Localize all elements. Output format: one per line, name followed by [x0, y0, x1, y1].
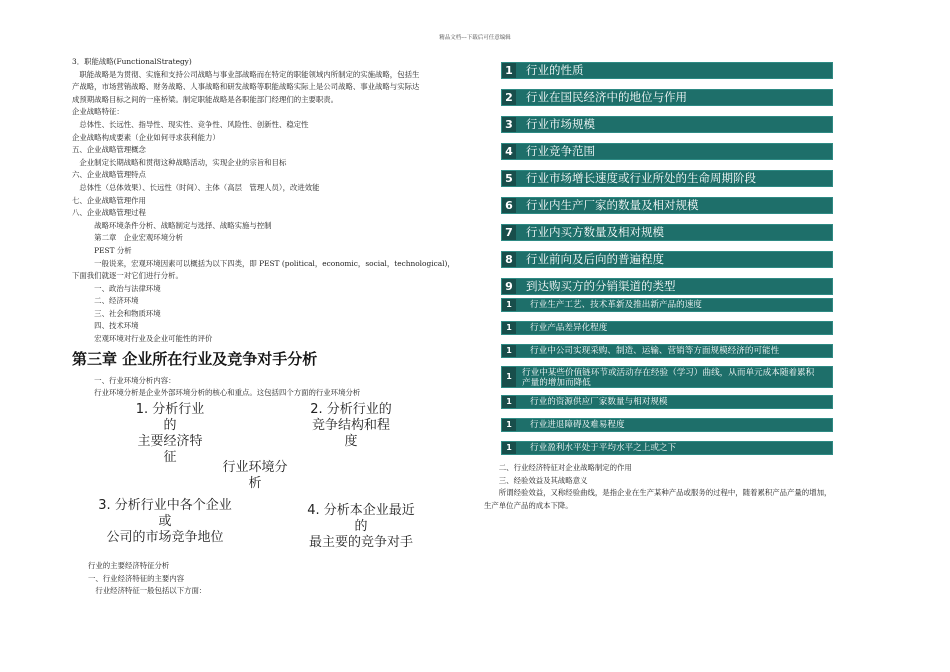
- feature-bar-small: [501, 441, 833, 455]
- left-line-8: 企业制定长期战略和贯彻这种战略活动，实现企业的宗旨和目标: [72, 157, 287, 167]
- feature-label: 行业中公司实现采购、制造、运输、营销等方面规模经济的可能性: [530, 346, 780, 356]
- right-line-3: 生产单位产品的成本下降。: [484, 500, 573, 510]
- diagram-item-2-line: 度: [344, 434, 358, 449]
- feature-bar-small: [501, 395, 833, 409]
- left-column: [72, 56, 472, 400]
- feature-bar: [501, 62, 833, 79]
- left-line-2: 产战略，市场营销战略、财务战略、人事战略和研发战略等职能战略实际上是公司战略、事业战略与实际达: [72, 82, 420, 92]
- left-line-4: 企业战略特征：: [72, 107, 124, 117]
- feature-number: 1: [502, 322, 516, 334]
- diagram-center: [205, 460, 305, 492]
- feature-label: 行业前向及后向的普遍程度: [526, 252, 664, 266]
- diagram-center-line: 析: [248, 476, 262, 491]
- bottom-line-0: 行业的主要经济特征分析: [88, 561, 170, 570]
- diagram-item-3-line: 或: [158, 514, 172, 529]
- intro-line-0: 一、行业环境分析内容：: [72, 375, 176, 385]
- feature-bar-small: [501, 366, 833, 388]
- economic-features-section: [88, 560, 448, 598]
- left-line-3: 成预期战略目标之间的一座桥梁。制定职能战略是各职能部门经理们的主要职责。: [72, 94, 339, 104]
- left-line-6: 企业战略构成要素（企业如何寻求获利能力）: [72, 132, 220, 142]
- feature-label: 行业市场增长速度或行业所处的生命周期阶段: [526, 171, 756, 185]
- feature-label: 到达购买方的分销渠道的类型: [526, 279, 676, 293]
- feature-bar-small: [501, 344, 833, 358]
- diagram-item-4: [296, 503, 426, 551]
- feature-number: 1: [502, 367, 516, 387]
- feature-number: 1: [502, 396, 516, 408]
- feature-number: 3: [502, 117, 516, 132]
- left-line-22: 宏观环境对行业及企业可能性的评价: [72, 334, 213, 344]
- diagram-item-3-line: 公司的市场竞争地位: [106, 530, 224, 545]
- diagram-item-2: [296, 402, 406, 450]
- left-line-15: PEST 分析: [72, 245, 132, 255]
- feature-bar: [501, 170, 833, 187]
- feature-bar: [501, 224, 833, 241]
- feature-number: 1: [502, 63, 516, 78]
- feature-number: 1: [502, 419, 516, 431]
- diagram-item-4-line: 4. 分析本企业最近: [307, 503, 415, 518]
- left-text-block: [72, 56, 472, 346]
- industry-analysis-intro: [72, 375, 472, 400]
- feature-number: 8: [502, 252, 516, 267]
- diagram-item-2-line: 2. 分析行业的: [310, 402, 392, 417]
- left-line-0: 3．职能战略(FunctionalStrategy): [72, 57, 192, 66]
- feature-bar: [501, 89, 833, 106]
- left-line-19: 二、经济环境: [72, 296, 139, 306]
- feature-label: 行业盈利水平处于平均水平之上或之下: [530, 443, 677, 453]
- chapter-title: 第三章 企业所在行业及竞争对手分析: [72, 349, 318, 368]
- bottom-line-1: 一、行业经济特征的主要内容: [88, 573, 185, 583]
- feature-bar-small: [501, 298, 833, 312]
- left-line-5: 总体性、长远性、指导性、现实性、竞争性、风险性、创新性、稳定性: [72, 119, 309, 129]
- feature-number: 4: [502, 144, 516, 159]
- feature-bar-small: [501, 418, 833, 432]
- left-line-12: 八、企业战略管理过程: [72, 208, 146, 218]
- feature-bar-small: [501, 321, 833, 335]
- bottom-line-2: 行业经济特征一般包括以下方面：: [88, 586, 207, 596]
- feature-number: 7: [502, 225, 516, 240]
- diagram-item-4-line: 的: [354, 519, 368, 534]
- left-line-20: 三、社会和物质环境: [72, 308, 161, 318]
- feature-label: 行业市场规模: [526, 117, 595, 131]
- feature-number: 1: [502, 345, 516, 357]
- feature-label: 行业进退障碍及难易程度: [530, 420, 625, 430]
- left-line-14: 第二章 企业宏观环境分析: [72, 233, 183, 243]
- feature-label: 行业中某些价值链环节或活动存在经验（学习）曲线，从而单元成本随着累积产量的增加而降低: [522, 368, 815, 388]
- feature-label: 行业在国民经济中的地位与作用: [526, 90, 687, 104]
- feature-number: 1: [502, 299, 516, 311]
- feature-number: 2: [502, 90, 516, 105]
- diagram-item-2-line: 竞争结构和程: [311, 418, 390, 433]
- right-line-1: 三、经验效益及其战略意义: [484, 475, 588, 485]
- feature-bar: [501, 197, 833, 214]
- diagram-item-1-line: 的: [163, 418, 177, 433]
- diagram-item-4-line: 最主要的竞争对手: [308, 535, 413, 550]
- left-line-1: 职能战略是为贯彻、实施和支持公司战略与事业部战略而在特定的职能领域内所制定的实施战略，包括生: [72, 69, 420, 79]
- left-line-17: 下面我们就逐一对它们进行分析。: [72, 271, 183, 281]
- feature-number: 1: [502, 442, 516, 454]
- left-line-16: 一般说来，宏观环境因素可以概括为以下四类，即 PEST (political，economic，social，technological)，: [72, 258, 455, 268]
- diagram-item-3-line: 3. 分析行业中各个企业: [98, 498, 232, 513]
- page-header: 精品文档---下载后可任意编辑: [439, 35, 511, 41]
- right-line-2: 所谓经验效益，又称经验曲线，是指企业在生产某种产品或服务的过程中，随着累积产品产量的增加，: [484, 488, 832, 498]
- right-text-block: [484, 462, 884, 512]
- feature-number: 6: [502, 198, 516, 213]
- feature-bar: [501, 143, 833, 160]
- feature-label: 行业产品差异化程度: [530, 323, 608, 333]
- feature-label: 行业竞争范围: [526, 144, 595, 158]
- feature-bar: [501, 278, 833, 295]
- feature-bar: [501, 251, 833, 268]
- feature-bar: [501, 116, 833, 133]
- diagram-center-line: 行业环境分: [222, 460, 288, 475]
- intro-line-1: 行业环境分析是企业外部环境分析的核心和重点。这包括四个方面的行业环境分析: [72, 388, 361, 398]
- feature-label: 行业内生产厂家的数量及相对规模: [526, 198, 699, 212]
- diagram-item-1: [115, 402, 225, 466]
- left-line-21: 四、技术环境: [72, 321, 139, 331]
- left-line-10: 总体性（总体效果）、长远性（时间）、主体（高层 管理人员），改进效能: [72, 182, 320, 192]
- right-line-0: 二、行业经济特征对企业战略制定的作用: [484, 463, 632, 472]
- diagram-item-1-line: 主要经济特: [137, 434, 203, 449]
- feature-number: 5: [502, 171, 516, 186]
- left-line-18: 一、政治与法律环境: [72, 283, 161, 293]
- feature-number: 9: [502, 279, 516, 294]
- feature-label: 行业内买方数量及相对规模: [526, 225, 664, 239]
- feature-label: 行业的性质: [526, 63, 584, 77]
- diagram-item-1-line: 征: [163, 450, 177, 465]
- left-line-11: 七、企业战略管理作用: [72, 195, 146, 205]
- diagram-item-3: [90, 498, 240, 546]
- diagram-item-1-line: 1. 分析行业: [135, 402, 205, 417]
- left-line-9: 六、企业战略管理特点: [72, 170, 146, 180]
- feature-label: 行业生产工艺、技术革新及推出新产品的速度: [530, 300, 702, 310]
- left-line-13: 战略环境条件分析、战略制定与选择、战略实施与控制: [72, 220, 272, 230]
- left-line-7: 五、企业战略管理概念: [72, 145, 146, 155]
- feature-label: 行业的资源供应厂家数量与相对规模: [530, 397, 668, 407]
